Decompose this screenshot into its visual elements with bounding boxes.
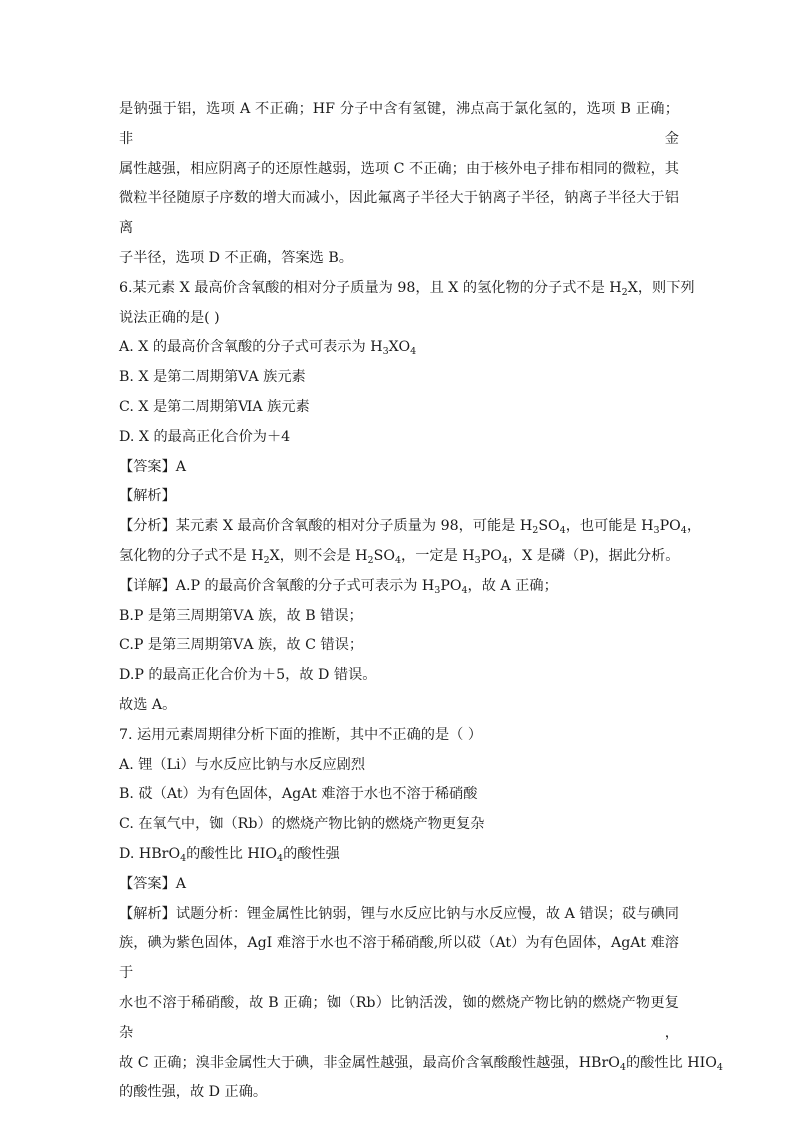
q6-analysis-label: 【解析】	[119, 488, 176, 505]
q7-analysis-line-5: 的酸性强，故 D 正确。	[119, 1084, 268, 1101]
q6-detail-line-2: B.P 是第三周期第ⅤA 族，故 B 错误；	[119, 607, 363, 624]
page-content	[119, 95, 723, 1108]
q7-option-d: D. HBrO$_4$的酸性比 $HIO_4$的酸性强	[119, 845, 340, 864]
q7-analysis-line-1: 【解析】试题分析：锂金属性比钠弱，锂与水反应比钠与水反应慢，故 A 错误；砹与碘同	[119, 905, 679, 922]
q7-analysis-line-4: 故 C 正确；溴非金属性大于碘，非金属性越强，最高价含氧酸酸性越强，HBrO$_4$的酸性比 $HIO_4$	[119, 1054, 723, 1073]
q6-option-c: C. X 是第二周期第ⅥA 族元素	[119, 398, 310, 415]
q6-stem-line-1: 6.某元素 X 最高价含氧酸的相对分子质量为 98，且 X 的氢化物的分子式不是 $H_2X$，则下列	[119, 279, 695, 298]
q6-option-d: D. X 的最高正化合价为＋4	[119, 428, 291, 445]
q6-option-a: A. X 的最高价含氧酸的分子式可表示为 $H_3XO_4$	[119, 339, 417, 358]
q6-detail-line-3: C.P 是第三周期第ⅤA 族，故 C 错误；	[119, 637, 364, 654]
q7-analysis-line-2: 族，碘为紫色固体，AgI 难溶于水也不溶于稀硝酸,所以砹（At）为有色固体，AgAt 难溶于	[119, 935, 679, 982]
q7-stem: 7. 运用元素周期律分析下面的推断，其中不正确的是（ ）	[119, 726, 483, 743]
q6-answer: 【答案】A	[119, 458, 186, 475]
q6-fenxi-line-1: 【分析】某元素 X 最高价含氧酸的相对分子质量为 98，可能是 $H_2SO_4$，也可能是 $H_3PO_4$，	[119, 518, 702, 537]
q7-analysis-line-3: 水也不溶于稀硝酸，故 B 正确；铷（Rb）比钠活泼，铷的燃烧产物比钠的燃烧产物更复杂，	[119, 994, 679, 1041]
q6-stem-line-2: 说法正确的是( )	[119, 309, 220, 326]
q7-option-c: C. 在氧气中，铷（Rb）的燃烧产物比钠的燃烧产物更复杂	[119, 816, 485, 833]
prev-explanation-line-3: 微粒半径随原子序数的增大而减小，因此氟离子半径大于钠离子半径，钠离子半径大于铝离	[119, 190, 679, 237]
q7-option-b: B. 砹（At）为有色固体，AgAt 难溶于水也不溶于稀硝酸	[119, 786, 478, 803]
q6-detail-line-4: D.P 的最高正化合价为＋5，故 D 错误。	[119, 667, 377, 684]
prev-explanation-line-4: 子半径，选项 D 不正确，答案选 B。	[119, 249, 353, 266]
q6-option-b: B. X 是第二周期第ⅤA 族元素	[119, 369, 306, 386]
q7-option-a: A. 锂（Li）与水反应比钠与水反应剧烈	[119, 756, 366, 773]
q6-fenxi-line-2: 氢化物的分子式不是 $H_2X$，则不会是 $H_2SO_4$，一定是 $H_3PO_4$，X 是磷（P)，据此分析。	[119, 547, 680, 566]
q7-answer: 【答案】A	[119, 875, 186, 892]
prev-explanation-line-2: 属性越强，相应阴离子的还原性越弱，选项 C 不正确；由于核外电子排布相同的微粒，其	[119, 160, 679, 177]
q6-conclusion: 故选 A。	[119, 696, 177, 713]
q6-detail-line-1: 【详解】A.P 的最高价含氧酸的分子式可表示为 $H_3PO_4$，故 A 正确；	[119, 577, 558, 596]
prev-explanation-line-1: 是钠强于铝，选项 A 不正确；HF 分子中含有氢键，沸点高于氯化氢的，选项 B 正确；非金	[119, 101, 679, 147]
